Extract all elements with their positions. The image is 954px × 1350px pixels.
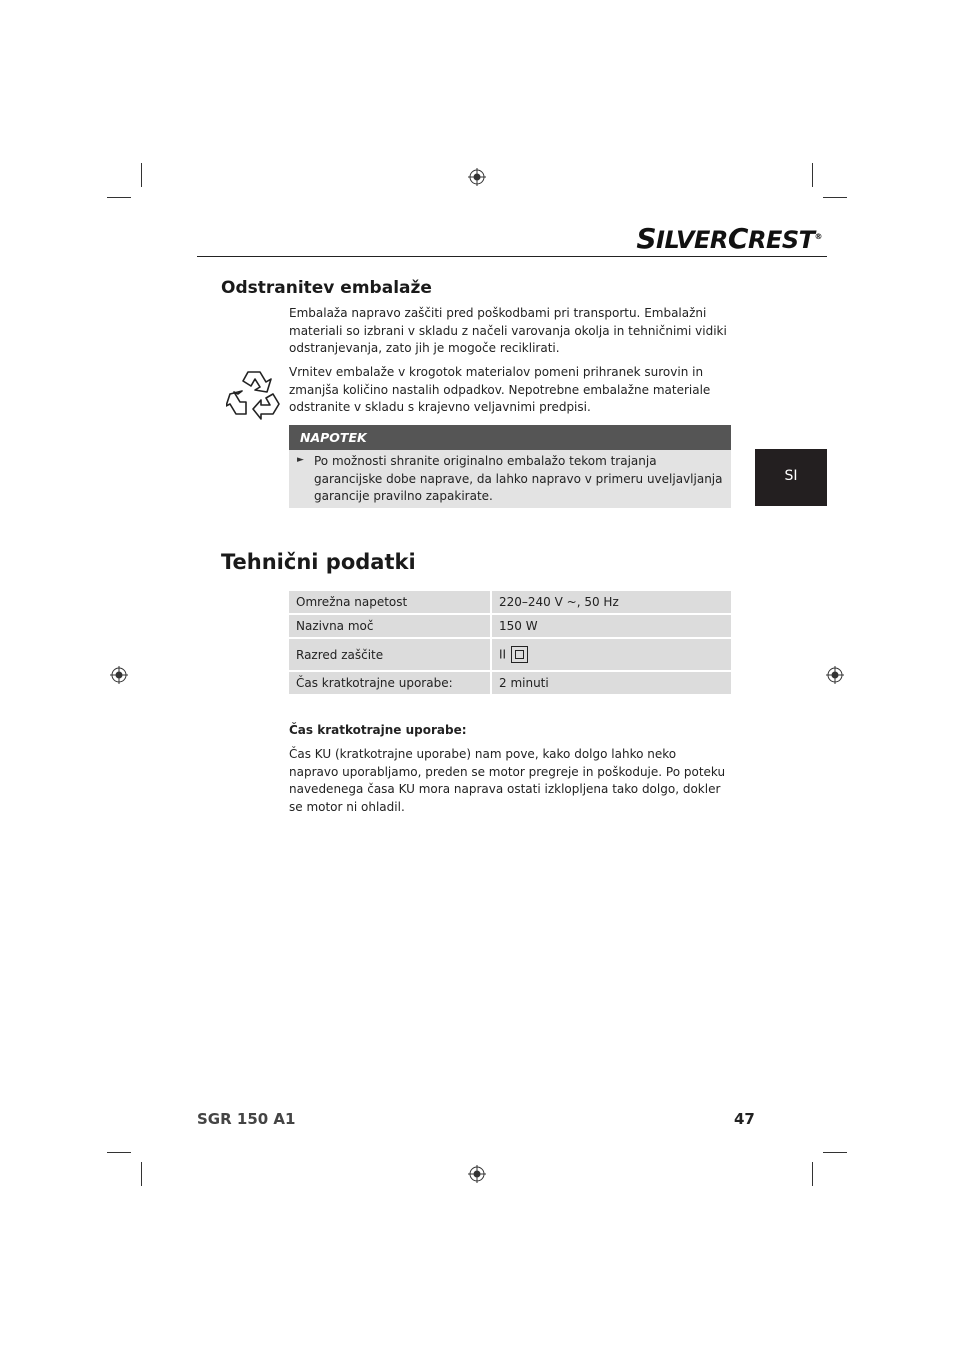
table-row (289, 639, 731, 670)
spec-value: 150 W (492, 615, 731, 637)
crop-mark (823, 197, 847, 198)
table-row (289, 672, 731, 694)
note-body (289, 450, 731, 508)
registration-mark-icon (110, 666, 128, 684)
section-heading-technical: Tehnični podatki (221, 550, 416, 574)
short-time-paragraph: Čas KU (kratkotrajne uporabe) nam pove, kako dolgo lahko neko napravo uporabljamo, preden se motor pregreje in poškoduje. Po poteku navedenega časa KU mora naprava ostati izklopljena tako dolgo, dokler se motor ni ohladil. (289, 747, 726, 814)
language-tab-label: SI (784, 468, 798, 484)
header-rule (197, 256, 827, 257)
crop-mark (107, 197, 131, 198)
registration-mark-icon (468, 168, 486, 186)
crop-mark (141, 1162, 142, 1186)
crop-mark (812, 1162, 813, 1186)
language-tab (755, 449, 827, 506)
note-title: NAPOTEK (300, 430, 367, 445)
recycle-icon (226, 366, 284, 420)
spec-value: 2 minuti (492, 672, 731, 694)
table-row (289, 591, 731, 613)
packaging-paragraph-1: Embalaža napravo zaščiti pred poškodbami pri transportu. Embalažni materiali so izbrani v skladu z načeli varovanja okolja in tehničnimi vidiki odstranjevanja, zato jih je mogoče reciklirati. (289, 306, 727, 355)
crop-mark (823, 1152, 847, 1153)
note-header (289, 425, 731, 450)
packaging-paragraph-2: Vrnitev embalaže v krogotok materialov pomeni prihranek surovin in zmanjša količino nastalih odpadkov. Nepotrebne embalažne materiale odstranite v skladu s krajevno veljavnimi predpisi. (289, 365, 711, 414)
brand-logo: SILVERCREST® (636, 222, 822, 255)
note-text: Po možnosti shranite originalno embalažo tekom trajanja garancijske dobe naprave, da lahko napravo v primeru uveljavljanja garancije pravilno zapakirate. (314, 454, 723, 503)
spec-value: 220–240 V ~, 50 Hz (492, 591, 731, 613)
spec-table (289, 589, 731, 696)
spec-value: II (499, 647, 507, 662)
crop-mark (812, 163, 813, 187)
page-number: 47 (734, 1110, 755, 1128)
spec-label: Omrežna napetost (289, 591, 492, 613)
crop-mark (141, 163, 142, 187)
registration-mark-icon (826, 666, 844, 684)
model-number: SGR 150 A1 (197, 1110, 296, 1128)
crop-mark (107, 1152, 131, 1153)
registration-mark-icon (468, 1165, 486, 1183)
spec-label: Razred zaščite (289, 639, 492, 670)
double-insulation-icon (511, 646, 528, 663)
table-row (289, 615, 731, 637)
short-time-heading: Čas kratkotrajne uporabe: (289, 723, 467, 737)
spec-label: Nazivna moč (289, 615, 492, 637)
bullet-arrow-icon: ► (297, 455, 304, 465)
section-heading-packaging: Odstranitev embalaže (221, 278, 432, 298)
spec-label: Čas kratkotrajne uporabe: (289, 672, 492, 694)
spec-value-cell (492, 639, 731, 670)
